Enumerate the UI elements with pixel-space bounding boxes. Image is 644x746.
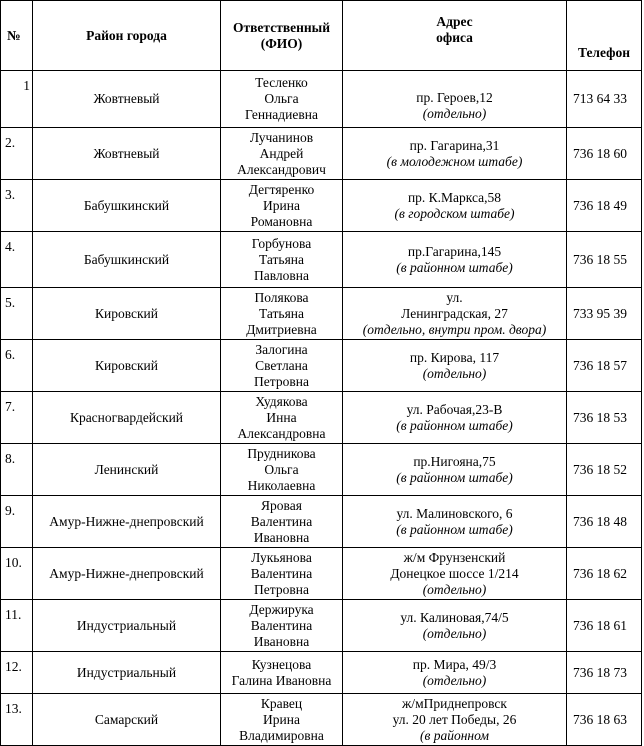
person-cell	[221, 71, 343, 128]
address-line: пр. Мира, 49/3	[412, 656, 497, 672]
row-number: 6.	[1, 340, 33, 392]
district-cell: Бабушкинский	[33, 180, 221, 232]
header-person	[221, 1, 343, 71]
row-number: 9.	[1, 496, 33, 548]
person-name-line: Тесленко	[255, 75, 308, 90]
row-number: 5.	[1, 288, 33, 340]
address-note: (в районном штабе)	[396, 259, 513, 275]
address-line: Ленинградская, 27	[401, 305, 508, 321]
address-cell	[343, 652, 567, 694]
table-row	[1, 652, 642, 694]
address-content	[345, 550, 564, 598]
row-number: 2.	[1, 128, 33, 180]
person-name-line: Горбунова	[251, 235, 312, 251]
district-cell: Амур-Нижне-днепровский	[33, 548, 221, 600]
address-note: (в районном	[420, 727, 489, 743]
person-name-line: Александровна	[237, 425, 326, 441]
address-content	[345, 350, 564, 382]
district-cell: Амур-Нижне-днепровский	[33, 496, 221, 548]
address-cell	[343, 496, 567, 548]
row-number: 8.	[1, 444, 33, 496]
row-number: 1	[1, 71, 33, 128]
row-number: 13.	[1, 694, 33, 746]
address-note: (в районном штабе)	[396, 417, 513, 433]
person-name-line: Ивановна	[253, 529, 310, 545]
person-name-line: Кузнецова	[251, 656, 312, 672]
address-line: пр.Гагарина,145	[407, 243, 502, 259]
person-cell	[221, 232, 343, 288]
person-name-line: Владимировна	[239, 727, 324, 743]
person-name-line: Романовна	[250, 213, 313, 229]
address-line: пр. К.Маркса,58	[407, 189, 502, 205]
phone-cell: 736 18 53	[567, 392, 642, 444]
row-number: 12.	[1, 652, 33, 694]
person-cell	[221, 444, 343, 496]
person-name-line: Ирина	[263, 711, 300, 727]
address-note: (отдельно, внутри пром. двора)	[362, 321, 547, 337]
phone-cell: 713 64 33	[567, 71, 642, 128]
person-cell	[221, 392, 343, 444]
header-address-line: офиса	[436, 30, 473, 45]
row-number: 3.	[1, 180, 33, 232]
address-note: (в районном штабе)	[396, 521, 513, 537]
address-note: (в районном штабе)	[396, 469, 513, 485]
person-name-line: Александрович	[237, 161, 326, 177]
person-name-line: Ольга	[264, 91, 299, 106]
address-line: пр. Героев,12	[416, 90, 493, 105]
address-content	[345, 454, 564, 486]
person-name-line: Кравец	[260, 695, 303, 711]
person-name-line: Худякова	[255, 393, 308, 409]
table-row	[1, 232, 642, 288]
phone-cell: 733 95 39	[567, 288, 642, 340]
table-row	[1, 71, 642, 128]
address-cell	[343, 340, 567, 392]
person-name-line: Андрей	[259, 145, 304, 161]
address-cell	[343, 444, 567, 496]
phone-cell: 736 18 73	[567, 652, 642, 694]
person-name-line: Ольга	[264, 461, 299, 477]
table-row	[1, 548, 642, 600]
table-row	[1, 180, 642, 232]
address-note: (в городском штабе)	[394, 205, 515, 221]
address-note: (отдельно)	[422, 106, 487, 121]
table-row	[1, 694, 642, 746]
table-row	[1, 340, 642, 392]
person-name-line: Валентина	[250, 513, 313, 529]
phone-cell: 736 18 55	[567, 232, 642, 288]
table-row	[1, 600, 642, 652]
address-line: пр. Гагарина,31	[409, 137, 500, 153]
address-content	[345, 244, 564, 276]
address-note: (отдельно)	[422, 365, 487, 381]
person-name-line: Валентина	[250, 617, 313, 633]
district-cell: Жовтневый	[33, 71, 221, 128]
header-address-line: Адрес	[436, 14, 473, 29]
header-phone: Телефон	[567, 1, 642, 71]
table-row	[1, 288, 642, 340]
address-content	[345, 190, 564, 222]
address-cell	[343, 548, 567, 600]
address-line: ж/м Фрунзенский	[403, 549, 506, 565]
address-cell	[343, 128, 567, 180]
row-number: 11.	[1, 600, 33, 652]
phone-cell: 736 18 61	[567, 600, 642, 652]
person-name-line: Светлана	[255, 357, 308, 373]
table-row	[1, 444, 642, 496]
address-note: (отдельно)	[422, 625, 487, 641]
header-district: Район города	[33, 1, 221, 71]
district-cell: Бабушкинский	[33, 232, 221, 288]
address-cell	[343, 71, 567, 128]
table-row	[1, 496, 642, 548]
person-name-line: Петровна	[254, 581, 309, 597]
address-content	[345, 290, 564, 338]
header-row	[1, 1, 642, 71]
phone-cell: 736 18 52	[567, 444, 642, 496]
district-cell: Кировский	[33, 340, 221, 392]
person-cell	[221, 600, 343, 652]
person-name-line: Залогина	[255, 341, 308, 357]
person-name-line: Геннадиевна	[245, 107, 318, 122]
address-content	[345, 402, 564, 434]
person-cell	[221, 340, 343, 392]
header-address	[343, 1, 567, 71]
district-cell: Кировский	[33, 288, 221, 340]
header-person-line: (ФИО)	[260, 35, 303, 51]
address-line: ж/мПриднепровск	[401, 695, 507, 711]
address-content	[345, 76, 564, 122]
table-row	[1, 392, 642, 444]
address-line: ул. 20 лет Победы, 26	[392, 711, 517, 727]
address-cell	[343, 232, 567, 288]
table-row	[1, 128, 642, 180]
address-content	[345, 610, 564, 642]
person-name-line: Держирука	[249, 601, 314, 617]
person-name-line: Инна	[266, 409, 297, 425]
person-cell	[221, 180, 343, 232]
person-name-line: Лукьянова	[251, 549, 312, 565]
district-cell: Самарский	[33, 694, 221, 746]
address-note: (отдельно)	[422, 672, 487, 688]
row-number: 10.	[1, 548, 33, 600]
address-content	[345, 138, 564, 170]
person-cell	[221, 694, 343, 746]
phone-cell: 736 18 60	[567, 128, 642, 180]
person-name-line: Прудникова	[247, 445, 316, 461]
phone-cell: 736 18 57	[567, 340, 642, 392]
person-name-line: Дмитриевна	[246, 321, 317, 337]
address-line: ул. Рабочая,23-В	[406, 401, 503, 417]
person-name-line: Ирина	[263, 197, 300, 213]
district-cell: Индустриальный	[33, 652, 221, 694]
person-cell	[221, 652, 343, 694]
address-cell	[343, 694, 567, 746]
person-name-line: Полякова	[254, 289, 309, 305]
person-name-line: Татьяна	[258, 251, 305, 267]
address-content	[345, 506, 564, 538]
person-cell	[221, 288, 343, 340]
person-name-line: Николаевна	[247, 477, 316, 493]
person-cell	[221, 496, 343, 548]
row-number: 4.	[1, 232, 33, 288]
district-cell: Ленинский	[33, 444, 221, 496]
person-name-line: Павловна	[253, 267, 309, 283]
person-cell	[221, 548, 343, 600]
address-line: Донецкое шоссе 1/214	[390, 565, 519, 581]
person-name-line: Лучанинов	[249, 129, 314, 145]
district-cell: Жовтневый	[33, 128, 221, 180]
phone-cell: 736 18 63	[567, 694, 642, 746]
phone-cell: 736 18 49	[567, 180, 642, 232]
phone-cell: 736 18 62	[567, 548, 642, 600]
address-note: (в молодежном штабе)	[386, 153, 523, 169]
address-note: (отдельно)	[422, 581, 487, 597]
address-cell	[343, 180, 567, 232]
person-name-line: Дегтяренко	[248, 181, 315, 197]
person-cell	[221, 128, 343, 180]
address-cell	[343, 392, 567, 444]
header-num: №	[1, 1, 33, 71]
address-line: ул. Калиновая,74/5	[400, 609, 509, 625]
person-name-line: Ивановна	[253, 633, 310, 649]
district-cell: Красногвардейский	[33, 392, 221, 444]
person-name-line: Яровая	[261, 497, 302, 513]
header-person-line: Ответственный	[233, 19, 330, 35]
address-content	[345, 696, 564, 744]
address-line: пр.Нигояна,75	[413, 453, 496, 469]
district-cell: Индустриальный	[33, 600, 221, 652]
row-number: 7.	[1, 392, 33, 444]
address-line: пр. Кирова, 117	[409, 349, 500, 365]
person-name-line: Петровна	[254, 373, 309, 389]
phone-cell: 736 18 48	[567, 496, 642, 548]
address-cell	[343, 600, 567, 652]
address-line: ул. Малиновского, 6	[396, 505, 513, 521]
person-name-line: Татьяна	[258, 305, 305, 321]
address-line: ул.	[446, 289, 463, 305]
person-name-line: Галина Ивановна	[231, 672, 332, 688]
person-name-line: Валентина	[250, 565, 313, 581]
address-content	[345, 657, 564, 689]
address-cell	[343, 288, 567, 340]
